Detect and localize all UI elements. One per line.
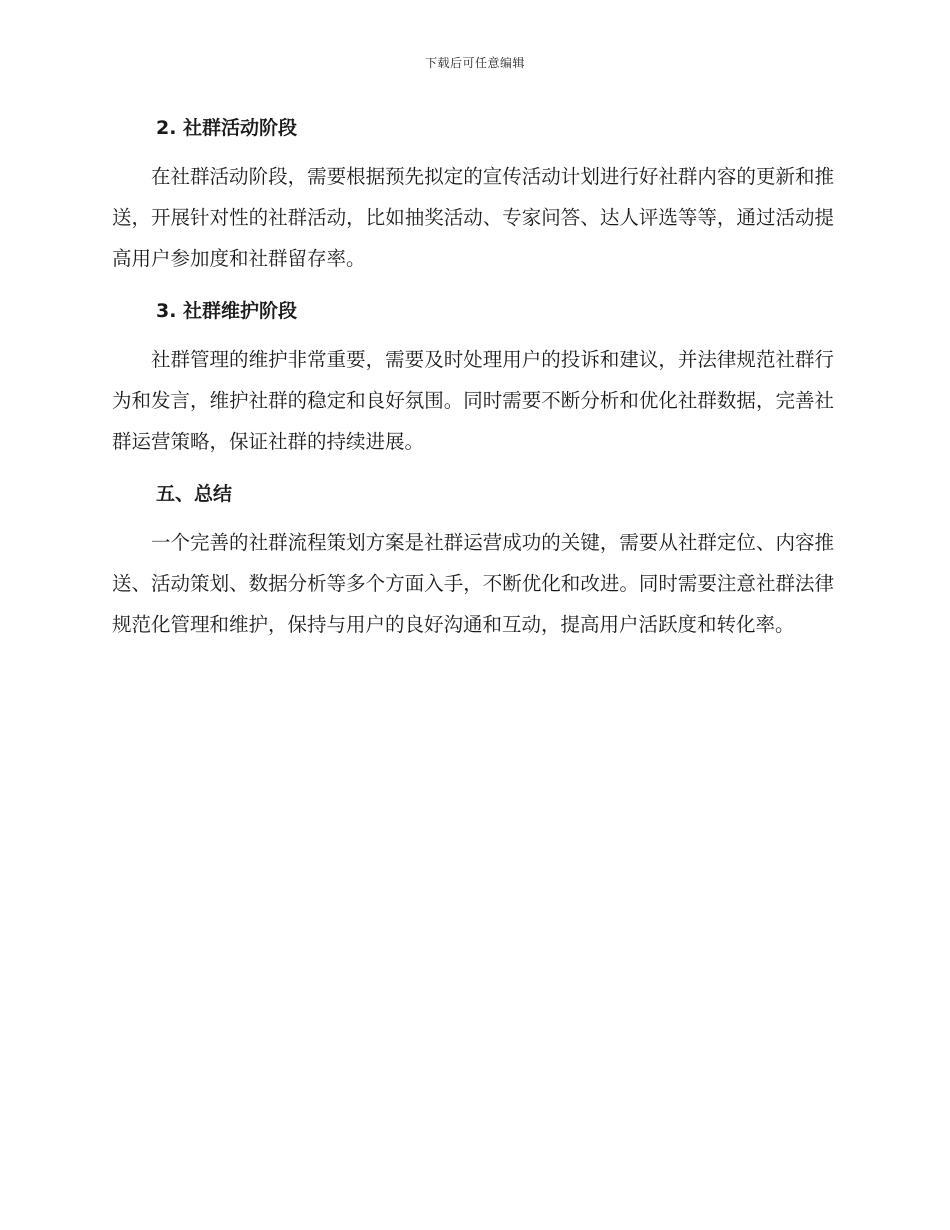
page-header-note: 下载后可任意编辑 <box>424 56 525 70</box>
section-paragraph-maintenance-stage: 社群管理的维护非常重要，需要及时处理用户的投诉和建议，并法律规范社群行为和发言，维护社群的稳定和良好氛围。同时需要不断分析和优化社群数据，完善社群运营策略，保证社群的持续进展。 <box>112 348 834 453</box>
document-body <box>112 108 834 645</box>
section-paragraph-summary: 一个完善的社群流程策划方案是社群运营成功的关键，需要从社群定位、内容推送、活动策划、数据分析等多个方面入手，不断优化和改进。同时需要注意社群法律规范化管理和维护，保持与用户的良好沟通和互动，提高用户活跃度和转化率。 <box>112 531 834 636</box>
section-paragraph-activity-stage: 在社群活动阶段，需要根据预先拟定的宣传活动计划进行好社群内容的更新和推送，开展针对性的社群活动，比如抽奖活动、专家问答、达人评选等等，通过活动提高用户参加度和社群留存率。 <box>112 165 834 270</box>
section-heading-maintenance-stage: 3. 社群维护阶段 <box>156 300 298 322</box>
section-heading-summary: 五、总结 <box>156 483 233 505</box>
section-heading-activity-stage: 2. 社群活动阶段 <box>156 117 298 139</box>
